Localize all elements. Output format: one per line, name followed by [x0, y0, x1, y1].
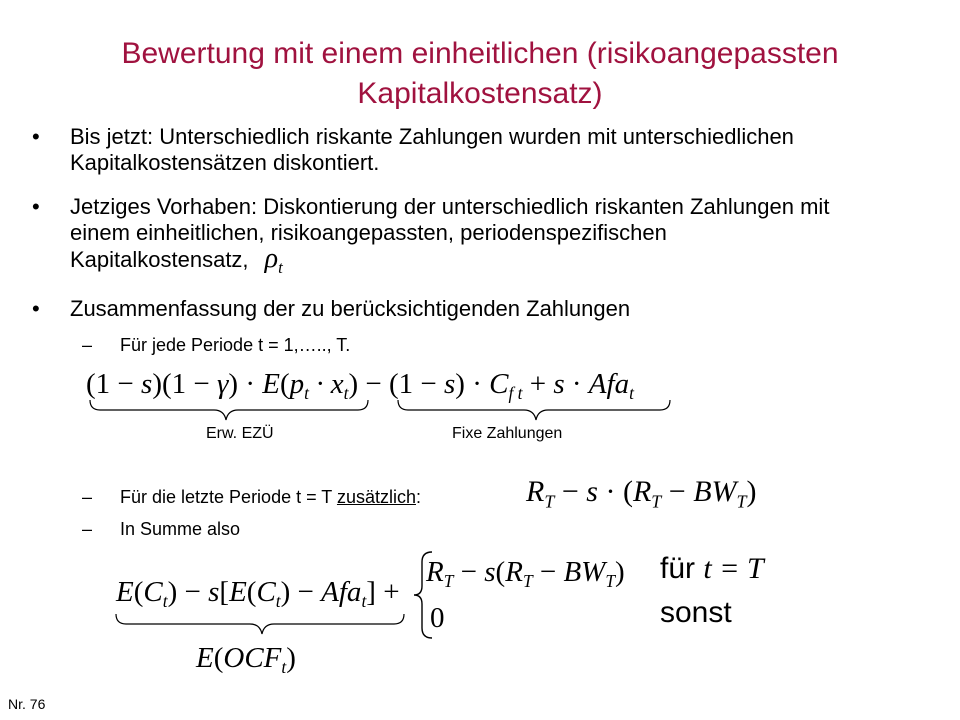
sub-bullet-marker: – [82, 487, 93, 507]
sub-bullet-marker: – [82, 519, 93, 539]
underlined-word: zusätzlich [336, 487, 416, 507]
bullet-marker: • [32, 296, 40, 321]
formula-expected-ocf: $E(OCF_t)$ [196, 642, 296, 678]
page-number: Nr. 76 [8, 696, 46, 712]
sub-bullet-text-letzte-periode [120, 486, 421, 508]
sub-bullet-colon: : [415, 487, 421, 507]
condition-word: für [660, 552, 696, 585]
slide-title: Bewertung mit einem einheitlichen (risikoangepassten Kapitalkostensatz) [121, 37, 839, 110]
bullet-text-zusammenfassung: Zusammenfassung der zu berücksichtigenden Zahlungen [70, 296, 631, 321]
rho-t-symbol: $\rho_t$ [264, 243, 283, 277]
sub-bullet-text-in-summe: In Summe also [120, 519, 241, 539]
sub-bullet-marker: – [82, 335, 93, 355]
brace-label-erw-ezue: Erw. EZÜ [206, 425, 274, 442]
condition-sonst: sonst [660, 596, 732, 629]
bullet-text: Jetziges Vorhaben: Diskontierung der unterschiedlich riskanten Zahlungen mit einem einheitlichen, risikoangepassten, periodenspezifischen Kapitalkostensatz, [70, 194, 830, 272]
sub-bullet-text-jede-periode: Für jede Periode t = 1,….., T. [120, 335, 351, 355]
underbrace-ocf [112, 612, 408, 636]
formula-case-2: 0 [430, 602, 445, 634]
formula-total-left: $E(C_t) - s[E(C_t) - Afa_t]$ + [116, 576, 400, 612]
sub-bullet-text: Für die letzte Periode t = T [120, 487, 337, 507]
formula-periodic-payments: $(1 - s)(1 - \gamma) \cdot E(p_t \cdot x_t) - (1 - s) \cdot C_{f t} + s \cdot Afa_t$ [86, 368, 634, 404]
formula-case-1: $R_T - s(R_T - BW_T)$ [426, 556, 625, 592]
condition-math: t = T [703, 552, 764, 585]
underbraces-formula-1 [86, 398, 676, 422]
bullet-marker: • [32, 194, 40, 219]
bullet-text-jetziges-vorhaben [70, 194, 830, 281]
formula-last-period: $R_T - s \cdot (R_T - BW_T)$ [526, 475, 757, 512]
bullet-marker: • [32, 124, 40, 149]
condition-fuer-t-gleich-T [660, 552, 764, 586]
bullet-text-bis-jetzt: Bis jetzt: Unterschiedlich riskante Zahlungen wurden mit unterschiedlichen Kapitalkostensätzen diskontiert. [70, 124, 794, 175]
brace-label-fixe-zahlungen: Fixe Zahlungen [452, 425, 563, 442]
